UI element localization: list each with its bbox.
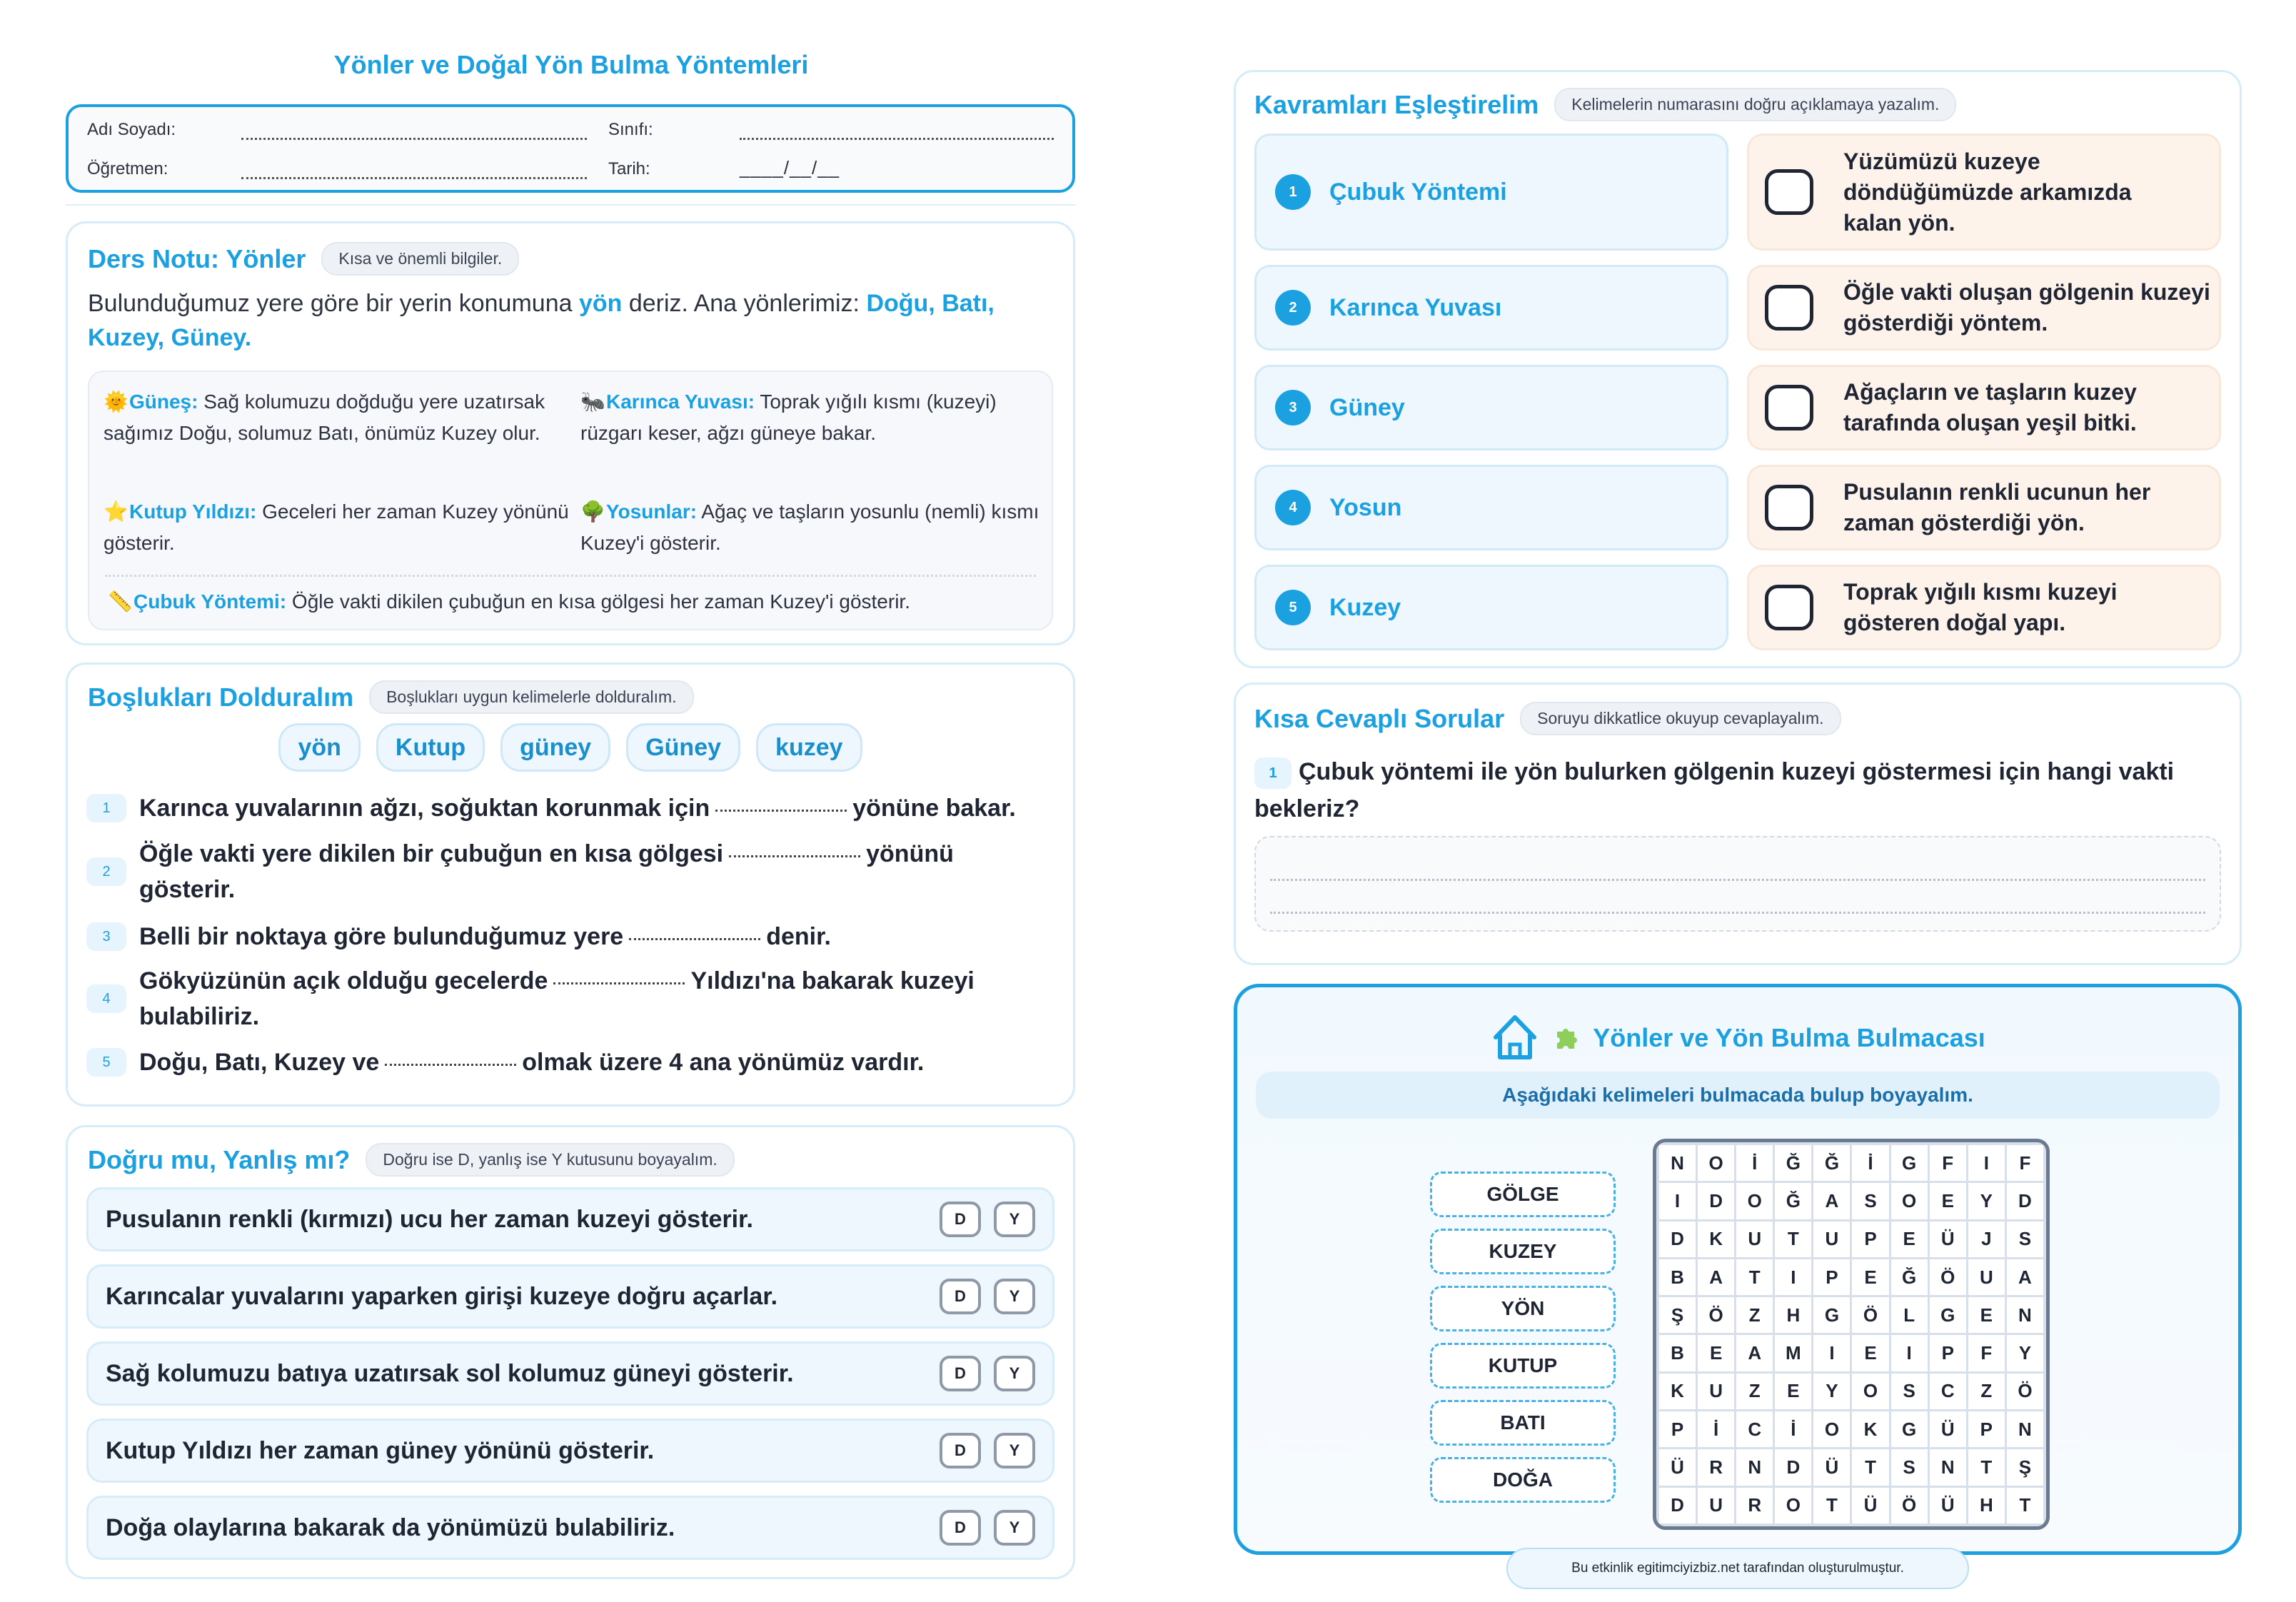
grid-cell[interactable]: H: [1775, 1297, 1811, 1333]
grid-cell[interactable]: O: [1775, 1488, 1811, 1523]
grid-cell[interactable]: N: [1736, 1449, 1773, 1485]
question-number: 1: [1254, 757, 1292, 789]
section-title: Boşlukları Dolduralım: [88, 682, 354, 712]
grid-cell[interactable]: K: [1659, 1374, 1696, 1409]
grid-cell[interactable]: I: [1775, 1259, 1811, 1295]
word-chip: Güney: [626, 723, 740, 772]
matching-card: [1234, 70, 2242, 668]
grid-cell[interactable]: Ö: [1698, 1297, 1734, 1333]
tf-item: Karıncalar yuvalarını yaparken girişi kuzeye doğru açarlar. D Y: [86, 1264, 1054, 1329]
divider: [66, 204, 1075, 206]
grid-cell[interactable]: Ü: [1930, 1488, 1966, 1523]
grid-cell[interactable]: Ş: [2007, 1449, 2043, 1485]
section-hint: Soruyu dikkatlice okuyup cevaplayalım.: [1520, 702, 1841, 735]
item-number: 2: [86, 857, 126, 886]
blank-field[interactable]: [729, 853, 860, 857]
grid-cell[interactable]: S: [2007, 1221, 2043, 1257]
puzzle-piece-icon: [1553, 1024, 1580, 1052]
blank-field[interactable]: [553, 980, 685, 984]
word-item: KUZEY: [1430, 1229, 1616, 1274]
grid-cell[interactable]: E: [1891, 1221, 1928, 1257]
word-search-card: [1234, 984, 2242, 1555]
grid-cell[interactable]: Ö: [2007, 1374, 2043, 1409]
grid-cell[interactable]: N: [2007, 1411, 2043, 1447]
answer-box[interactable]: [1765, 169, 1813, 215]
fill-item: 2 Öğle vakti yere dikilen bir çubuğun en kısa gölgesi yönünü gösterir.: [86, 836, 1014, 907]
false-box[interactable]: Y: [994, 1433, 1035, 1468]
answer-box[interactable]: [1765, 385, 1813, 430]
notes-divider: [105, 575, 1036, 577]
term-item: 5 Kuzey: [1254, 565, 1728, 650]
grid-cell[interactable]: K: [1852, 1411, 1888, 1447]
grid-cell[interactable]: S: [1891, 1374, 1928, 1409]
short-answer-card: [1234, 682, 2242, 965]
ruler-icon: 📏: [108, 590, 133, 613]
footer-credit: Bu etkinlik egitimciyizbiz.net tarafından oluşturulmuştur.: [1506, 1548, 1969, 1589]
puzzle-header: [1237, 1013, 2238, 1063]
term-number: 2: [1275, 290, 1311, 326]
grid-cell[interactable]: İ: [1736, 1145, 1773, 1181]
grid-cell[interactable]: D: [1659, 1221, 1696, 1257]
grid-cell[interactable]: U: [1813, 1221, 1850, 1257]
house-icon: [1490, 1013, 1540, 1063]
false-box[interactable]: Y: [994, 1279, 1035, 1314]
term-number: 5: [1275, 590, 1311, 625]
answer-area[interactable]: [1254, 836, 2221, 932]
grid-cell[interactable]: I: [1968, 1145, 2005, 1181]
grid-cell[interactable]: I: [1659, 1183, 1696, 1219]
grid-cell[interactable]: P: [1968, 1411, 2005, 1447]
puzzle-title: Yönler ve Yön Bulma Bulmacası: [1593, 1023, 1985, 1052]
grid-cell[interactable]: R: [1736, 1488, 1773, 1523]
grid-cell[interactable]: Y: [2007, 1335, 2043, 1371]
section-title: Ders Notu: Yönler: [88, 243, 306, 273]
tree-icon: 🌳: [580, 500, 605, 523]
grid-cell[interactable]: F: [1930, 1145, 1966, 1181]
true-box[interactable]: D: [940, 1433, 981, 1468]
grid-cell[interactable]: N: [2007, 1297, 2043, 1333]
question: 1 Çubuk yöntemi ile yön bulurken gölgenin kuzeyi göstermesi için hangi vakti bekleriz?: [1254, 758, 2175, 822]
star-icon: ⭐: [104, 500, 129, 523]
definition-item: Ağaçların ve taşların kuzey tarafında oluşan yeşil bitki.: [1747, 365, 2221, 450]
grid-cell[interactable]: Y: [1968, 1183, 2005, 1219]
answer-line: [1270, 879, 2205, 881]
grid-cell[interactable]: Z: [1736, 1297, 1773, 1333]
grid-cell[interactable]: A: [2007, 1259, 2043, 1295]
item-number: 5: [86, 1048, 126, 1077]
grid-cell[interactable]: O: [1736, 1183, 1773, 1219]
grid-cell[interactable]: İ: [1852, 1145, 1888, 1181]
grid-cell[interactable]: T: [1852, 1449, 1888, 1485]
grid-cell[interactable]: U: [1698, 1488, 1734, 1523]
term-number: 4: [1275, 490, 1311, 525]
grid-cell[interactable]: Ö: [1930, 1259, 1966, 1295]
grid-cell[interactable]: N: [1930, 1449, 1966, 1485]
grid-cell[interactable]: O: [1698, 1145, 1734, 1181]
date-label: Tarih:: [608, 159, 650, 178]
grid-cell[interactable]: B: [1659, 1335, 1696, 1371]
grid-cell[interactable]: A: [1698, 1259, 1734, 1295]
grid-cell[interactable]: J: [1968, 1221, 2005, 1257]
grid-cell[interactable]: D: [1698, 1183, 1734, 1219]
puzzle-instruction: Aşağıdaki kelimeleri bulmacada bulup boyayalım.: [1256, 1072, 2220, 1119]
grid-cell[interactable]: Ğ: [1775, 1145, 1811, 1181]
grid-cell[interactable]: N: [1659, 1145, 1696, 1181]
grid-cell[interactable]: C: [1736, 1411, 1773, 1447]
grid-cell[interactable]: H: [1968, 1488, 2005, 1523]
date-field[interactable]: ____/__/__: [740, 157, 840, 178]
grid-cell[interactable]: I: [1891, 1335, 1928, 1371]
blank-field[interactable]: [715, 807, 847, 812]
term-item: 3 Güney: [1254, 365, 1728, 450]
grid-cell[interactable]: E: [1968, 1297, 2005, 1333]
class-label: Sınıfı:: [608, 120, 653, 139]
section-title: Kısa Cevaplı Sorular: [1254, 703, 1505, 733]
grid-cell[interactable]: T: [1775, 1221, 1811, 1257]
grid-cell[interactable]: E: [1930, 1183, 1966, 1219]
grid-cell[interactable]: G: [1930, 1297, 1966, 1333]
grid-cell[interactable]: D: [2007, 1183, 2043, 1219]
name-field[interactable]: [241, 127, 587, 140]
grid-cell[interactable]: M: [1775, 1335, 1811, 1371]
tf-item: Kutup Yıldızı her zaman güney yönünü gösterir. D Y: [86, 1419, 1054, 1483]
item-number: 1: [86, 794, 126, 822]
item-number: 3: [86, 922, 126, 951]
definition-item: Öğle vakti oluşan gölgenin kuzeyi gösterdiği yöntem.: [1747, 265, 2221, 351]
fill-item: 5 Doğu, Batı, Kuzey ve olmak üzere 4 ana yönümüz vardır.: [86, 1044, 1054, 1080]
grid-cell[interactable]: A: [1736, 1335, 1773, 1371]
grid-cell[interactable]: A: [1813, 1183, 1850, 1219]
grid-cell[interactable]: E: [1852, 1259, 1888, 1295]
lead-paragraph: Bulunduğumuz yere göre bir yerin konumuna yön deriz. Ana yönlerimiz: Doğu, Batı, Kuzey, Güney.: [88, 290, 995, 351]
grid-cell[interactable]: Ğ: [1813, 1145, 1850, 1181]
grid-cell[interactable]: B: [1659, 1259, 1696, 1295]
answer-box[interactable]: [1765, 485, 1813, 530]
definition-item: Yüzümüzü kuzeye döndüğümüzde arkamızda kalan yön.: [1747, 134, 2221, 251]
grid-cell[interactable]: C: [1930, 1374, 1966, 1409]
grid-cell[interactable]: Ü: [1813, 1449, 1850, 1485]
student-info-box: [66, 104, 1075, 193]
blank-field[interactable]: [385, 1062, 516, 1066]
grid-cell[interactable]: Z: [1736, 1374, 1773, 1409]
grid-cell[interactable]: Ğ: [1891, 1259, 1928, 1295]
grid-cell[interactable]: Z: [1968, 1374, 2005, 1409]
note-gunes: 🌞Güneş: Sağ kolumuzu doğduğu yere uzatırsak sağımız Doğu, solumuz Batı, önümüz Kuzey olur.: [104, 386, 568, 449]
term-number: 1: [1275, 174, 1311, 210]
teacher-label: Öğretmen:: [87, 159, 168, 178]
fill-item: 1 Karınca yuvalarının ağzı, soğuktan korunmak için yönüne bakar.: [86, 790, 1054, 826]
grid-cell[interactable]: Ş: [1659, 1297, 1696, 1333]
grid-cell[interactable]: Ü: [1852, 1488, 1888, 1523]
definition-item: Pusulanın renkli ucunun her zaman gösterdiği yön.: [1747, 465, 2221, 550]
section-hint: Boşlukları uygun kelimelerle dolduralım.: [369, 680, 694, 714]
note-cubuk: 📏Çubuk Yöntemi: Öğle vakti dikilen çubuğun en kısa gölgesi her zaman Kuzey'i gösterir.: [108, 586, 1050, 618]
grid-cell[interactable]: Y: [1813, 1374, 1850, 1409]
note-yosun: 🌳Yosunlar: Ağaç ve taşların yosunlu (nemli) kısmı Kuzey'i gösterir.: [580, 496, 1052, 559]
grid-cell[interactable]: P: [1930, 1335, 1966, 1371]
term-item: 4 Yosun: [1254, 465, 1728, 550]
class-field[interactable]: [740, 127, 1054, 140]
name-label: Adı Soyadı:: [87, 120, 176, 139]
grid-cell[interactable]: T: [1736, 1259, 1773, 1295]
word-chip: kuzey: [756, 723, 862, 772]
true-box[interactable]: D: [940, 1202, 981, 1237]
true-box[interactable]: D: [940, 1356, 981, 1391]
false-box[interactable]: Y: [994, 1202, 1035, 1237]
grid-cell[interactable]: Ü: [1659, 1449, 1696, 1485]
grid-cell[interactable]: G: [1891, 1145, 1928, 1181]
answer-box[interactable]: [1765, 285, 1813, 331]
keyword-directions: Doğu, Batı, Kuzey, Güney.: [88, 290, 995, 351]
grid-cell[interactable]: Ğ: [1775, 1183, 1811, 1219]
grid-cell[interactable]: D: [1659, 1488, 1696, 1523]
fill-item: 4 Gökyüzünün açık olduğu gecelerde Yıldızı'na bakarak kuzeyi bulabiliriz.: [86, 963, 1054, 1034]
tf-item: Sağ kolumuzu batıya uzatırsak sol kolumuz güneyi gösterir. D Y: [86, 1341, 1054, 1406]
grid-cell[interactable]: D: [1775, 1449, 1811, 1485]
term-item: 1 Çubuk Yöntemi: [1254, 134, 1728, 251]
grid-cell[interactable]: K: [1698, 1221, 1734, 1257]
grid-cell[interactable]: G: [1891, 1411, 1928, 1447]
page-title: Yönler ve Doğal Yön Bulma Yöntemleri: [333, 50, 809, 79]
grid-cell[interactable]: O: [1813, 1411, 1850, 1447]
grid-cell[interactable]: T: [1968, 1449, 2005, 1485]
word-item: KUTUP: [1430, 1343, 1616, 1389]
grid-cell[interactable]: S: [1852, 1183, 1888, 1219]
section-title: Kavramları Eşleştirelim: [1254, 89, 1539, 119]
section-hint: Doğru ise D, yanlış ise Y kutusunu boyayalım.: [366, 1143, 734, 1177]
grid-cell[interactable]: U: [1698, 1374, 1734, 1409]
keyword-yon: yön: [578, 290, 623, 317]
grid-cell[interactable]: Ö: [1891, 1488, 1928, 1523]
true-box[interactable]: D: [940, 1510, 981, 1546]
grid-cell[interactable]: R: [1698, 1449, 1734, 1485]
section-hint: Kelimelerin numarasını doğru açıklamaya yazalım.: [1554, 88, 1956, 121]
grid-cell[interactable]: S: [1891, 1449, 1928, 1485]
term-number: 3: [1275, 390, 1311, 425]
word-chip: yön: [278, 723, 360, 772]
grid-cell[interactable]: İ: [1698, 1411, 1734, 1447]
blank-field[interactable]: [629, 936, 760, 940]
grid-cell[interactable]: E: [1852, 1335, 1888, 1371]
true-box[interactable]: D: [940, 1279, 981, 1314]
grid-cell[interactable]: U: [1968, 1259, 2005, 1295]
grid-cell[interactable]: T: [1813, 1488, 1850, 1523]
grid-cell[interactable]: Ü: [1930, 1411, 1966, 1447]
grid-cell[interactable]: T: [2007, 1488, 2043, 1523]
grid-cell[interactable]: F: [2007, 1145, 2043, 1181]
word-item: DOĞA: [1430, 1457, 1616, 1503]
grid-cell[interactable]: İ: [1775, 1411, 1811, 1447]
grid-cell[interactable]: Ü: [1930, 1221, 1966, 1257]
grid-cell[interactable]: U: [1736, 1221, 1773, 1257]
grid-cell[interactable]: F: [1968, 1335, 2005, 1371]
true-false-card: [66, 1125, 1075, 1579]
ant-icon: 🐜: [580, 391, 605, 413]
sun-icon: 🌞: [104, 391, 129, 413]
lesson-note-card: [66, 221, 1075, 645]
answer-line: [1270, 912, 2205, 914]
grid-cell[interactable]: P: [1852, 1221, 1888, 1257]
definition-item: Toprak yığılı kısmı kuzeyi gösteren doğal yapı.: [1747, 565, 2221, 650]
notes-box: [88, 371, 1053, 630]
word-chip: Kutup: [376, 723, 485, 772]
word-bank: [68, 723, 1073, 772]
section-hint: Kısa ve önemli bilgiler.: [321, 242, 519, 276]
word-item: GÖLGE: [1430, 1172, 1616, 1217]
note-kutup: ⭐Kutup Yıldızı: Geceleri her zaman Kuzey yönünü gösterir.: [104, 496, 575, 559]
teacher-field[interactable]: [241, 166, 587, 179]
letter-grid: [1653, 1139, 2050, 1530]
grid-cell[interactable]: O: [1852, 1374, 1888, 1409]
tf-item: Doğa olaylarına bakarak da yönümüzü bulabiliriz. D Y: [86, 1496, 1054, 1560]
word-item: BATI: [1430, 1400, 1616, 1446]
fill-blanks-card: [66, 663, 1075, 1107]
term-item: 2 Karınca Yuvası: [1254, 265, 1728, 351]
grid-cell[interactable]: P: [1659, 1411, 1696, 1447]
grid-cell[interactable]: I: [1813, 1335, 1850, 1371]
word-item: YÖN: [1430, 1286, 1616, 1331]
section-title: Doğru mu, Yanlış mı?: [88, 1144, 351, 1174]
word-chip: güney: [500, 723, 610, 772]
tf-item: Pusulanın renkli (kırmızı) ucu her zaman kuzeyi gösterir. D Y: [86, 1187, 1054, 1251]
grid-cell[interactable]: P: [1813, 1259, 1850, 1295]
word-list: [1430, 1172, 1616, 1514]
fill-item: 3 Belli bir noktaya göre bulunduğumuz yere denir.: [86, 919, 1054, 954]
grid-cell[interactable]: E: [1775, 1374, 1811, 1409]
false-box[interactable]: Y: [994, 1356, 1035, 1391]
note-karinca: 🐜Karınca Yuvası: Toprak yığılı kısmı (kuzeyi) rüzgarı keser, ağzı güneye bakar.: [580, 386, 1052, 449]
false-box[interactable]: Y: [994, 1510, 1035, 1546]
grid-cell[interactable]: E: [1698, 1335, 1734, 1371]
grid-cell[interactable]: Ö: [1852, 1297, 1888, 1333]
grid-cell[interactable]: G: [1813, 1297, 1850, 1333]
answer-box[interactable]: [1765, 585, 1813, 630]
grid-cell[interactable]: L: [1891, 1297, 1928, 1333]
grid-cell[interactable]: O: [1891, 1183, 1928, 1219]
item-number: 4: [86, 984, 126, 1013]
